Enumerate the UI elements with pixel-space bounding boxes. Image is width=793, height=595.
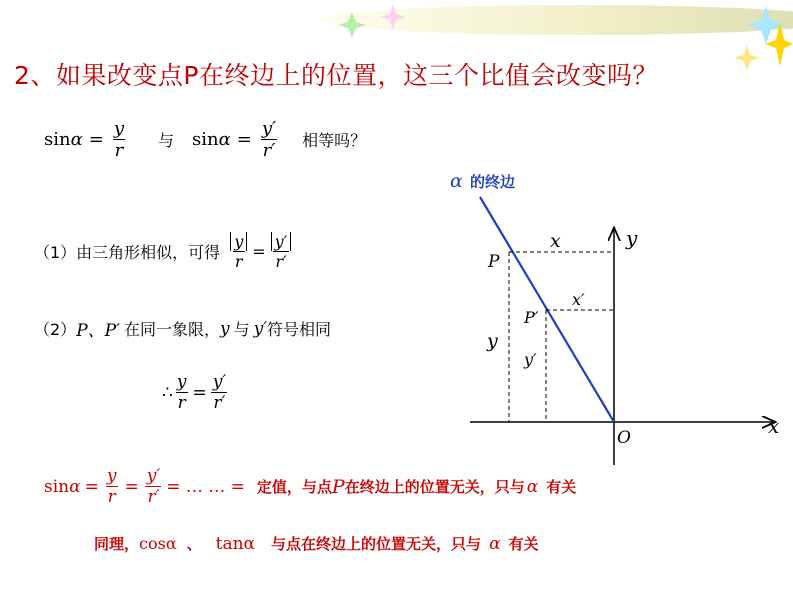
fraction-y-r <box>175 372 189 413</box>
denominator: r′ <box>147 487 160 507</box>
ray-label-alpha: α <box>450 170 463 192</box>
tan-alpha: tanα <box>215 533 256 554</box>
origin-label: O <box>617 428 631 448</box>
similar-suffix: 有关 <box>508 535 539 553</box>
equals-sign: = <box>192 382 207 403</box>
fraction-yp-rp <box>260 118 278 161</box>
page-title: 2、如果改变点P在终边上的位置，这三个比值会改变吗？ <box>14 61 658 90</box>
fraction-abs-y-r <box>230 232 247 271</box>
step-1-text: （1）由三角形相似，可得 <box>34 243 221 262</box>
numerator: y <box>113 118 125 139</box>
denominator: r <box>177 393 186 413</box>
step-2-label: （2） <box>34 320 77 339</box>
step-2-text: 在同一象限， <box>123 320 220 339</box>
numerator: y <box>106 466 117 486</box>
sin-function: sin <box>44 129 71 150</box>
ray-label-text: 的终边 <box>470 173 516 191</box>
numerator: y′ <box>212 372 227 392</box>
sin-function: sin <box>192 129 219 150</box>
fraction-y-r <box>112 118 126 161</box>
segment-y-label: y <box>487 330 498 352</box>
conclusion-text-2: 在终边上的位置无关，只与 <box>344 478 525 496</box>
denominator: r <box>114 140 124 161</box>
step-2 <box>34 316 331 341</box>
alpha-symbol: α <box>218 129 231 150</box>
sparkle-icon <box>734 45 760 71</box>
alpha-symbol: α <box>70 129 83 150</box>
separator: 、 <box>186 535 202 553</box>
point-p-label: P <box>488 252 500 272</box>
conclusion-row <box>44 466 576 507</box>
denominator: r <box>107 487 116 507</box>
equals-sign: = <box>236 129 252 150</box>
fraction-yp-rp <box>145 466 162 507</box>
denominator: r′ <box>275 252 287 271</box>
segment-xprime-label: x′ <box>572 290 585 309</box>
continued-equals: = … … = <box>166 476 245 497</box>
denominator: r′ <box>213 393 226 413</box>
cos-alpha: cosα <box>139 534 177 553</box>
numerator: y <box>176 372 187 392</box>
yprime-symbol: y′ <box>253 318 268 339</box>
numerator: y′ <box>261 118 277 139</box>
point-pprime-label: P′ <box>524 308 539 327</box>
therefore-symbol: ∴ <box>162 382 173 403</box>
equals-sign: = <box>124 476 139 497</box>
conclusion-text-3: 有关 <box>546 478 577 496</box>
fraction-abs-yp-rp <box>271 232 292 271</box>
conclusion-text: 定值，与点 <box>256 478 332 496</box>
similar-row <box>94 533 539 554</box>
alpha-symbol: α <box>489 533 501 554</box>
equals-sign: = <box>88 129 104 150</box>
sin-function: sin <box>44 476 70 497</box>
fraction-y-r <box>105 466 119 507</box>
y-symbol: y <box>219 318 230 339</box>
numerator: y′ <box>146 466 161 486</box>
step-2-tail: 符号相同 <box>267 320 332 339</box>
denominator: r <box>234 252 243 271</box>
therefore-row <box>162 372 230 413</box>
alpha-symbol: α <box>526 476 539 497</box>
axis-y-label: y <box>626 226 638 250</box>
coordinate-diagram <box>440 165 790 465</box>
similar-text: 与点在终边上的位置无关，只与 <box>271 535 482 553</box>
with-word: 与 <box>233 320 250 339</box>
numerator: y′ <box>271 232 292 251</box>
equals-sign: = <box>252 242 266 261</box>
numerator: y <box>230 232 247 251</box>
denominator: r′ <box>262 140 276 161</box>
fraction-yp-rp <box>211 372 228 413</box>
equals-sign: = <box>84 476 99 497</box>
question-suffix: 相等吗？ <box>302 131 367 150</box>
axis-x-label: x <box>768 414 780 438</box>
step-1 <box>34 232 293 271</box>
question-row <box>44 118 366 161</box>
alpha-symbol: α <box>69 476 81 497</box>
segment-yprime-label: y′ <box>524 350 537 369</box>
point-p: P <box>331 475 345 498</box>
and-word: 与 <box>158 131 175 150</box>
points-p-pprime: P、P′ <box>76 321 120 341</box>
segment-x-label: x <box>550 230 561 252</box>
similar-prefix: 同理， <box>94 535 140 553</box>
